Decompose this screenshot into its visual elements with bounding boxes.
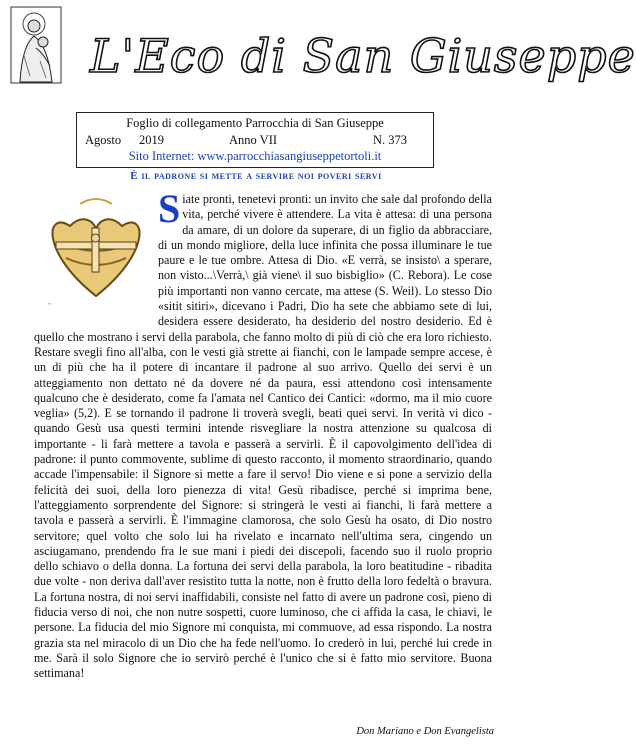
issue-year: 2019 <box>139 133 164 147</box>
newspaper-title: L'Eco di San Giuseppe <box>90 29 636 83</box>
image-spacer <box>34 192 158 316</box>
info-box <box>76 112 434 168</box>
drop-cap: S <box>158 186 181 231</box>
article-text: iate pronti, tenetevi pronti: un invito che sale dal profondo della vita, perché vivere è attendere. La vita è attesa: di una persona da amare, di un dolore da superare, di un figlio da abbracciare, di un mondo migliore, della luce infinita che possa illuminare le tue paure e le tue ombre. Attesa di Dio. «E verrà, se insisto\ a sperare, non visto...\Verrà,\ già viene\ il suo bisbiglio» (C. Rebora). Le cose più importanti non vanno cercate, ma attese (S. Weil). Lo stesso Dio «sitit sitiri», dicevano i Padri, Dio ha sete che abbiamo sete di lui, desidera essere desiderato, ha desiderio del nostro desiderio. Ed è quello che mostrano i servi della parabola, che fanno molto di più di ciò che era loro richiesto. Restare svegli fino all'alba, con le vesti già strette ai fianchi, con le lampade sempre accese, è un di più che ha il potere di incantare il padrone al suo arrivo. Quello dei servi è un atteggiamento non dettato né da dovere né da paura, essi attendono così intensamente qualcuno che è desiderato, come fa l'amata nel Cantico dei Cantici: «dormo, ma il mio cuore veglia» (5,2). E se tornando il padrone li troverà svegli, beati quei servi. In verità vi dico - quando Gesù usa questi termini intende risvegliare la nostra attenzione su qualcosa di importante - li farà mettere a tavola e passerà a servirli. È il capovolgimento dell'idea di padrone: il punto commovente, sublime di questo racconto, il momento straordinario, quando accade l'impensabile: il Signore si mette a fare il servo! Dio viene e si pone a servizio della felicità dei suoi, della loro pienezza di vita! Gesù ribadisce, perché si imprima bene, l'atteggiamento sorprendente del Signore: si stringerà le vesti ai fianchi, li farà mettere a tavola e passerà a servirli. È l'immagine clamorosa, che solo Gesù ha osato, di Dio nostro servitore; quel volto che solo lui ha rivelato e incarnato nell'ultima sera, cingendo un asciugamano, prendendo fra le sue mani i piedi dei discepoli, facendo suo il ruolo proprio dello schiavo o della donna. La fortuna dei servi della parabola, la loro beatitudine - ribadita due volte - non deriva dall'aver resistito tutta la notte, non è frutto della loro fedeltà o bravura. La fortuna nostra, di noi servi inaffidabili, consiste nel fatto di avere un padrone così, pieno di fiducia verso di noi, che non nutre sospetti, cuore luminoso, che ci affida la casa, le chiavi, le persone. La fiducia del mio Signore mi conquista, mi commuove, ad essa rispondo. La nostra grazia sta nel miracolo di un Dio che ha fede nell'uomo. Io crederò in lui, perché lui crede in me. Sarà il solo Signore che io servirò perché è l'unico che si è fatto mio servitore. Buona settimana! <box>34 192 492 681</box>
website-link[interactable]: Sito Internet: www.parrocchiasangiuseppetortoli.it <box>128 149 382 163</box>
article-body <box>34 186 492 682</box>
masthead <box>0 0 636 112</box>
svg-text:~: ~ <box>48 302 52 308</box>
parish-line: Foglio di collegamento Parrocchia di San Giuseppe <box>126 116 384 130</box>
issue-anno: Anno VII <box>229 133 278 147</box>
saint-joseph-portrait-icon <box>10 6 62 84</box>
issue-number: N. 373 <box>373 133 408 147</box>
article-headline: È il padrone si mette a servire noi poveri servi <box>130 170 382 182</box>
issue-month: Agosto <box>85 133 122 147</box>
signature: Don Mariano e Don Evangelista <box>356 726 494 737</box>
